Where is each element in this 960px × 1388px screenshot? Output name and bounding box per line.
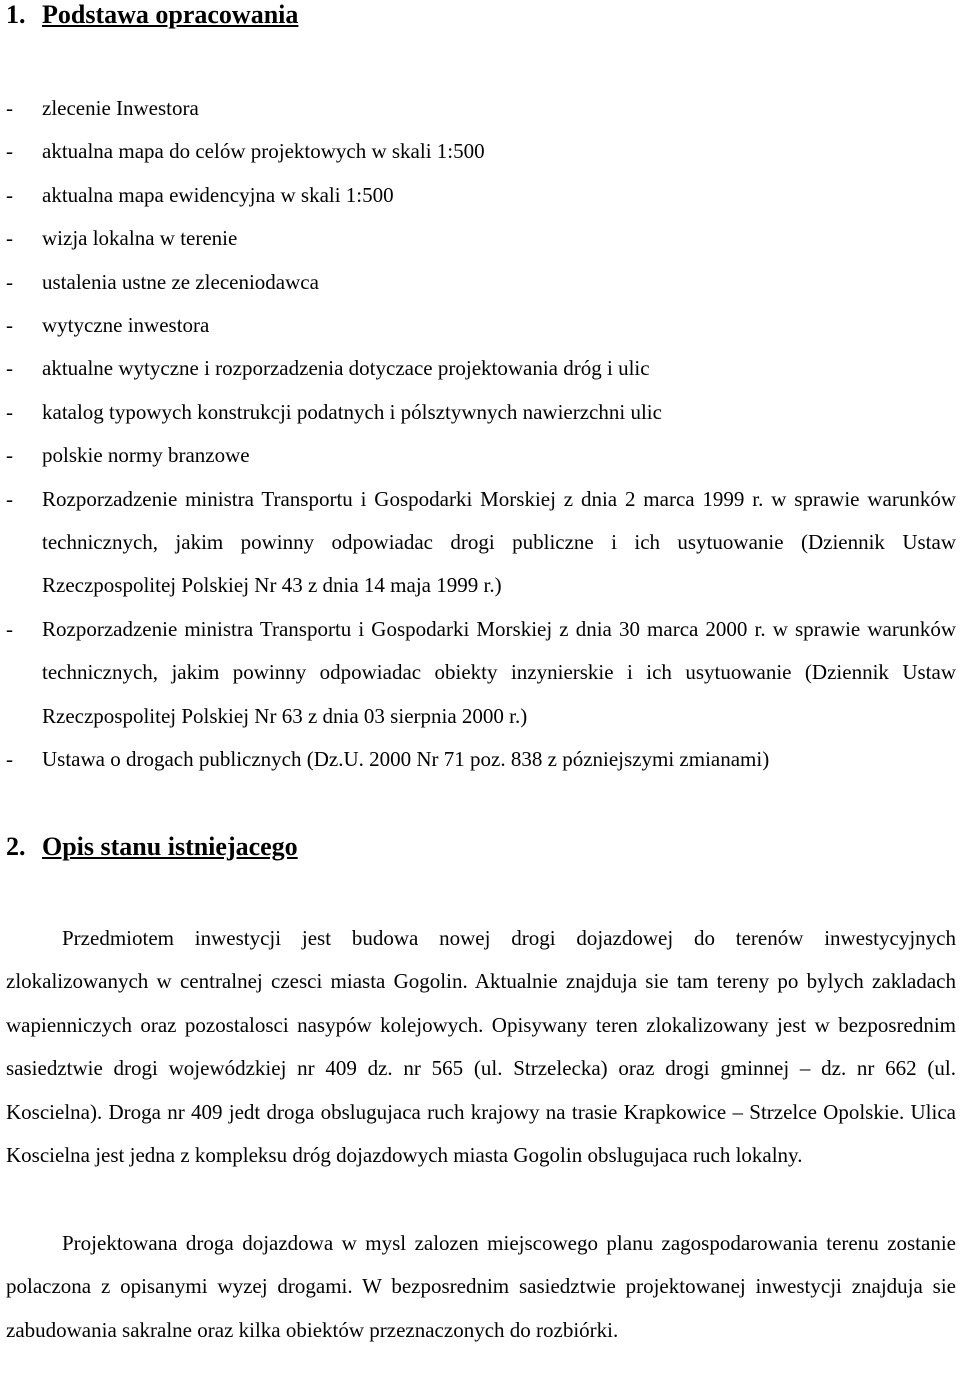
basis-list-item-text: Ustawa o drogach publicznych (Dz.U. 2000 Nr 71 poz. 838 z pózniejszymi zmianami): [42, 747, 770, 772]
basis-list-item-text: aktualna mapa ewidencyjna w skali 1:500: [42, 182, 394, 207]
basis-list-item: [0, 347, 956, 390]
basis-list-item-text: zlecenie Inwestora: [42, 96, 199, 120]
dash-bullet-icon: -: [6, 486, 13, 511]
dash-bullet-icon: -: [6, 226, 13, 251]
dash-bullet-icon: -: [6, 747, 13, 772]
basis-list-item-text: katalog typowych konstrukcji podatnych i pólsztywnych nawierzchni ulic: [42, 399, 662, 424]
basis-list-item: [0, 130, 956, 173]
basis-list-item-text: wytyczne inwestora: [42, 313, 210, 338]
basis-list-item-text: Rozporzadzenie ministra Transportu i Gospodarki Morskiej z dnia 2 marca 1999 r. w sprawie warunków technicznych, jakim powinny odpowiadac drogi publiczne i ich usytuowanie (Dziennik Ustaw Rzeczpospolitej Polskiej Nr 43 z dnia 14 maja 1999 r.): [42, 486, 956, 598]
basis-list-item-text: polskie normy branzowe: [42, 443, 250, 468]
section-2-number: 2.: [6, 832, 26, 861]
basis-list-item: [0, 87, 956, 130]
basis-list-item: [0, 261, 956, 304]
dash-bullet-icon: -: [6, 269, 13, 294]
basis-list-item: [0, 738, 956, 781]
basis-list-item-text: Rozporzadzenie ministra Transportu i Gospodarki Morskiej z dnia 30 marca 2000 r. w sprawie warunków technicznych, jakim powinny odpowiadac obiekty inzynierskie i ich usytuowanie (Dziennik Ustaw Rzeczpospolitej Polskiej Nr 63 z dnia 03 sierpnia 2000 r.): [42, 616, 956, 728]
dash-bullet-icon: -: [6, 356, 13, 381]
basis-list-item: [0, 391, 956, 434]
section-1-number: 1.: [6, 0, 26, 29]
dash-bullet-icon: -: [6, 443, 13, 468]
basis-list-item: [0, 478, 956, 608]
dash-bullet-icon: -: [6, 313, 13, 338]
dash-bullet-icon: -: [6, 616, 13, 641]
basis-list-item-text: ustalenia ustne ze zleceniodawca: [42, 269, 319, 294]
basis-list-item-text: aktualna mapa do celów projektowych w skali 1:500: [42, 139, 485, 164]
dash-bullet-icon: -: [6, 139, 13, 164]
section-2-title: Opis stanu istniejacego: [42, 832, 298, 861]
description-paragraph-1: Przedmiotem inwestycji jest budowa nowej drogi dojazdowej do terenów inwestycyjnych zlokalizowanych w centralnej czesci miasta Gogolin. Aktualnie znajduja sie tam tereny po bylych zakladach wapienniczych oraz pozostalosci nasypów kolejowych. Opisywany teren zlokalizowany jest w bezposrednim sasiedztwie drogi wojewódzkiej nr 409 dz. nr 565 (ul. Strzelecka) oraz drogi gminnej – dz. nr 662 (ul. Koscielna). Droga nr 409 jedt droga obslugujaca ruch krajowy na trasie Krapkowice – Strzelce Opolskie. Ulica Koscielna jest jedna z kompleksu dróg dojazdowych miasta Gogolin obslugujaca ruch lokalny.: [6, 926, 956, 1168]
section-1-title: Podstawa opracowania: [42, 0, 299, 29]
basis-list-item-text: wizja lokalna w terenie: [42, 226, 238, 251]
basis-list-item: [0, 434, 956, 477]
basis-list-item-text: aktualne wytyczne i rozporzadzenia dotyczace projektowania dróg i ulic: [42, 356, 650, 381]
basis-list-item: [0, 304, 956, 347]
basis-list: [0, 87, 956, 782]
dash-bullet-icon: -: [6, 182, 13, 207]
section-2-heading: [6, 832, 298, 862]
dash-bullet-icon: -: [6, 96, 13, 120]
section-1-heading: [6, 0, 298, 30]
dash-bullet-icon: -: [6, 399, 13, 424]
basis-list-item: [0, 174, 956, 217]
basis-list-item: [0, 217, 956, 260]
basis-list-item: [0, 608, 956, 738]
description-paragraph-2: Projektowana droga dojazdowa w mysl zalozen miejscowego planu zagospodarowania terenu zostanie polaczona z opisanymi wyzej drogami. W bezposrednim sasiedztwie projektowanej inwestycji znajduja sie zabudowania sakralne oraz kilka obiektów przeznaczonych do rozbiórki.: [6, 1231, 956, 1342]
